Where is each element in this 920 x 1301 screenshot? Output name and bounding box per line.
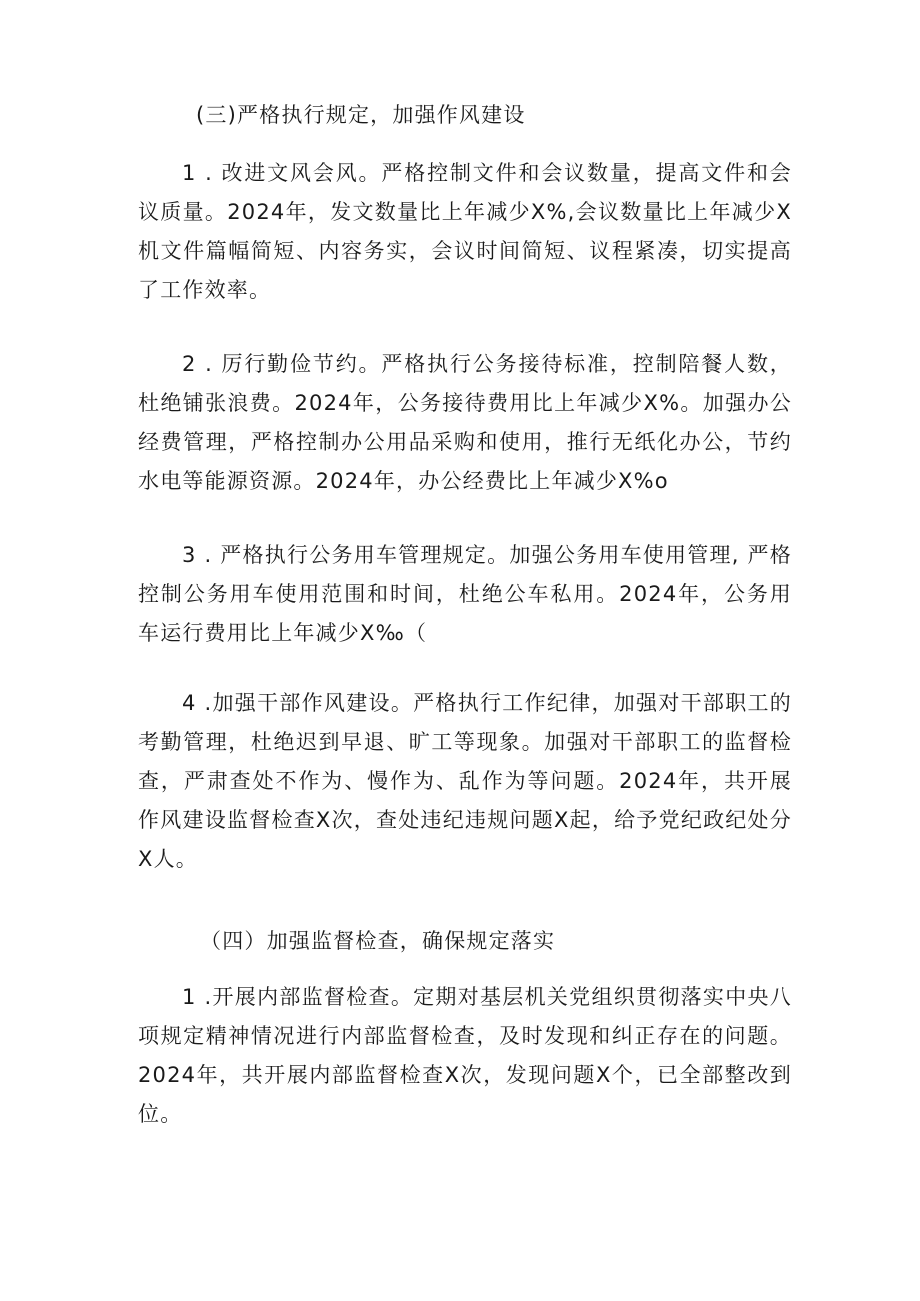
paragraph-3-1: 1 . 改进文风会风。严格控制文件和会议数量，提高文件和会议质量。2024年，发文数量比上年减少X%,会议数量比上年减少X机文件篇幅简短、内容务实，会议时间简短、议程紧凑，切实提高了工作效率。 [138, 161, 792, 302]
section-heading-3: (三)严格执行规定，加强作风建设 [196, 103, 526, 127]
paragraph-3-3: 3 . 严格执行公务用车管理规定。加强公务用车使用管理, 严格控制公务用车使用范围和时间，杜绝公车私用。2024年，公务用车运行费用比上年减少X‰（ [138, 543, 792, 645]
paragraph-3-2: 2 . 厉行勤俭节约。严格执行公务接待标准，控制陪餐人数，杜绝铺张浪费。2024年，公务接待费用比上年减少X%。加强办公经费管理，严格控制办公用品采购和使用，推行无纸化办公，节约水电等能源资源。2024年，办公经费比上年减少X%o [138, 352, 792, 493]
paragraph-3-4: 4 .加强干部作风建设。严格执行工作纪律，加强对干部职工的考勤管理，杜绝迟到早退、旷工等现象。加强对干部职工的监督检查，严肃查处不作为、慢作为、乱作为等问题。2024年，共开展作风建设监督检查X次，查处违纪违规问题X起，给予党纪政纪处分X人。 [138, 691, 792, 871]
paragraph-4-1: 1 .开展内部监督检查。定期对基层机关党组织贯彻落实中央八项规定精神情况进行内部监督检查，及时发现和纠正存在的问题。2024年，共开展内部监督检查X次，发现问题X个，已全部整改到位。 [138, 985, 792, 1126]
section-heading-4: （四）加强监督检查，确保规定落实 [200, 929, 556, 953]
